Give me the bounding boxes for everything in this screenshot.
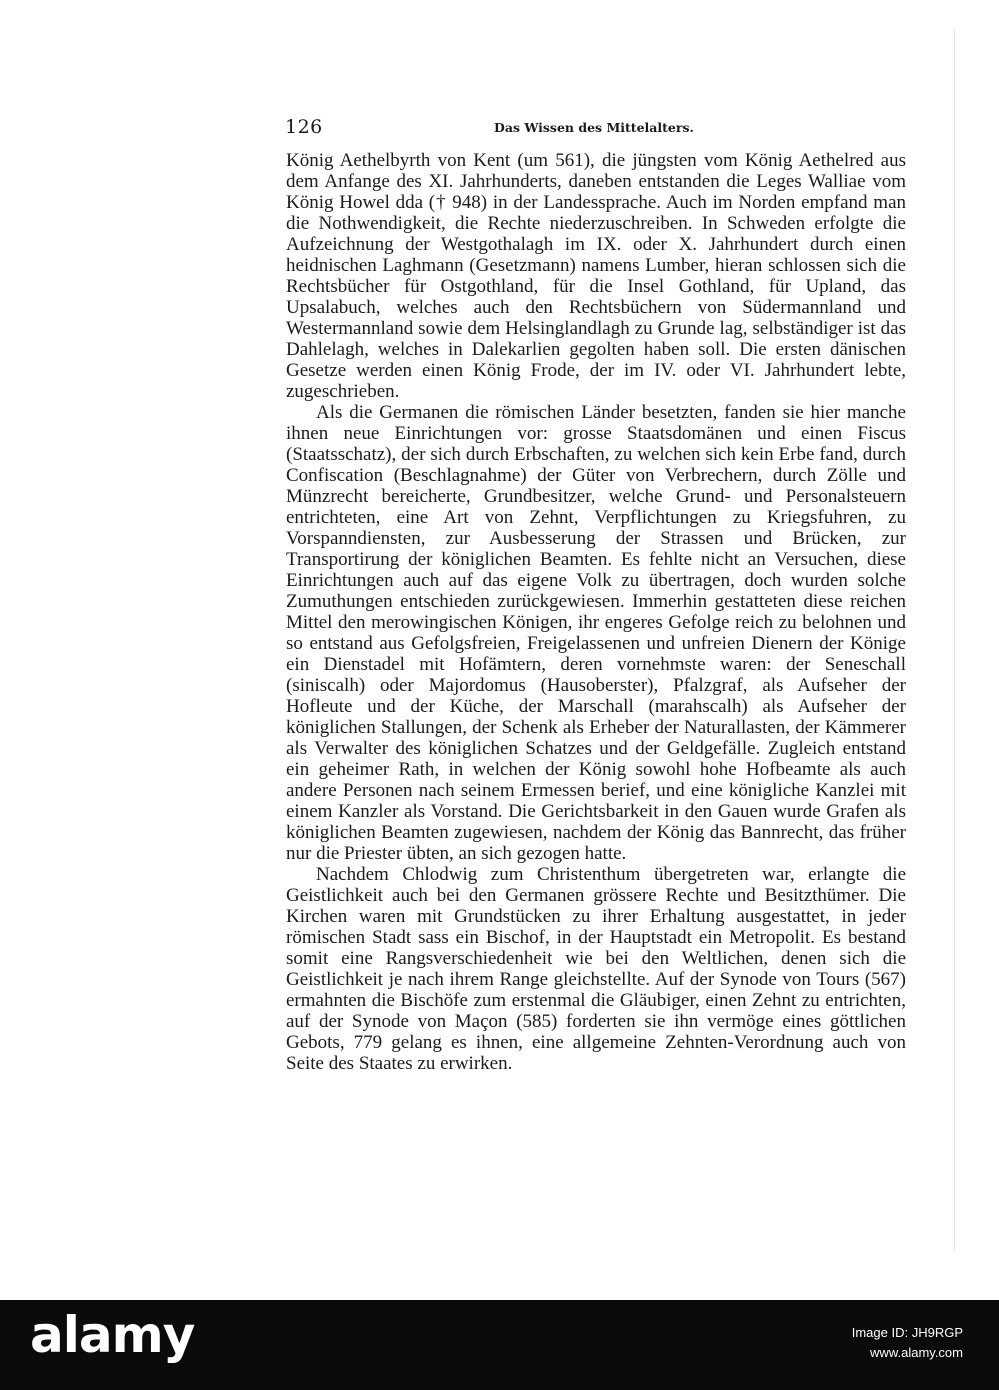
paragraph: Nachdem Chlodwig zum Christenthum übergetreten war, erlangte die Geistlichkeit auch bei den Germanen grössere Rechte und Besitzthümer. Die Kirchen waren mit Grundstücken zu ihrer Erhaltung ausgestattet, in jeder römischen Stadt sass ein Bischof, in der Hauptstadt ein Metropolit. Es bestand somit eine Rangsverschiedenheit wie bei den Weltlichen, denen sich die Geistlichkeit je nach ihrem Range gleichstellte. Auf der Synode von Tours (567) ermahnten die Bischöfe zum erstenmal die Gläubiger, einen Zehnt zu entrichten, auf der Synode von Maçon (585) forderten sie ihn vermöge eines göttlichen Gebots, 779 gelang es ihnen, eine allgemeine Zehnten-Verordnung auch von Seite des Staates zu erwirken. — [286, 864, 906, 1074]
scan-edge-line — [954, 30, 955, 1250]
paragraph: König Aethelbyrth von Kent (um 561), die jüngsten vom König Aethelred aus dem Anfange des XI. Jahrhunderts, daneben entstanden die Leges Walliae vom König Howel dda († 948) in der Landessprache. Auch im Norden empfand man die Nothwendigkeit, die Rechte niederzuschreiben. In Schweden erfolgte die Aufzeichnung der Westgothalagh im IX. oder X. Jahrhundert durch einen heidnischen Laghmann (Gesetzmann) namens Lumber, hieran schlossen sich die Rechtsbücher für Ostgothland, für die Insel Gothland, für Upland, das Upsalabuch, welches auch den Rechtsbüchern von Südermannland und Westermannland sowie dem Helsinglandlagh zu Grunde lag, selbständiger ist das Dahlelagh, welches in Dalekarlien gegolten haben soll. Die ersten dänischen Gesetze werden einen König Frode, der im IV. oder VI. Jahrhundert lebte, zugeschrieben. — [286, 150, 906, 402]
alamy-logo: alamy — [30, 1306, 195, 1364]
page-number: 126 — [285, 116, 323, 138]
running-head: Das Wissen des Mittelalters. — [494, 120, 694, 135]
site-url: www.alamy.com — [870, 1345, 963, 1360]
paragraph: Als die Germanen die römischen Länder besetzten, fanden sie hier manche ihnen neue Einrichtungen vor: grosse Staatsdomänen und einen Fiscus (Staatsschatz), der sich durch Erbschaften, zu welchen sich kein Erbe fand, durch Confiscation (Beschlagnahme) der Güter von Verbrechern, durch Zölle und Münzrecht bereicherte, Grundbesitzer, welche Grund- und Personalsteuern entrichteten, eine Art von Zehnt, Verpflichtungen zu Kriegsfuhren, zu Vorspanndiensten, zur Ausbesserung der Strassen und Brücken, zur Transportirung der königlichen Beamten. Es fehlte nicht an Versuchen, diese Einrichtungen auch auf das eigene Volk zu übertragen, doch wurden solche Zumuthungen entschieden zurückgewiesen. Immerhin gestatteten diese reichen Mittel den merowingischen Königen, ihr engeres Gefolge reich zu belohnen und so entstand aus Gefolgsfreien, Freigelassenen und unfreien Dienern der Könige ein Dienstadel mit Hofämtern, deren vornehmste waren: der Seneschall (siniscalh) oder Majordomus (Hausoberster), Pfalzgraf, als Aufseher der Hofleute und der Küche, der Marschall (marahscalh) als Aufseher der königlichen Stallungen, der Schenk als Erheber der Naturallasten, der Kämmerer als Verwalter des königlichen Schatzes und der Geldgefälle. Zugleich entstand ein geheimer Rath, in welchen der König sowohl hohe Hofbeamte als auch andere Personen nach seinem Ermessen berief, und eine königliche Kanzlei mit einem Kanzler als Vorstand. Die Gerichtsbarkeit in den Gauen wurde Grafen als königlichen Beamten zugewiesen, nachdem der König das Bannrecht, das früher nur die Priester übten, an sich gezogen hatte. — [286, 402, 906, 864]
body-text — [286, 150, 906, 1074]
image-id: Image ID: JH9RGP — [851, 1325, 963, 1340]
